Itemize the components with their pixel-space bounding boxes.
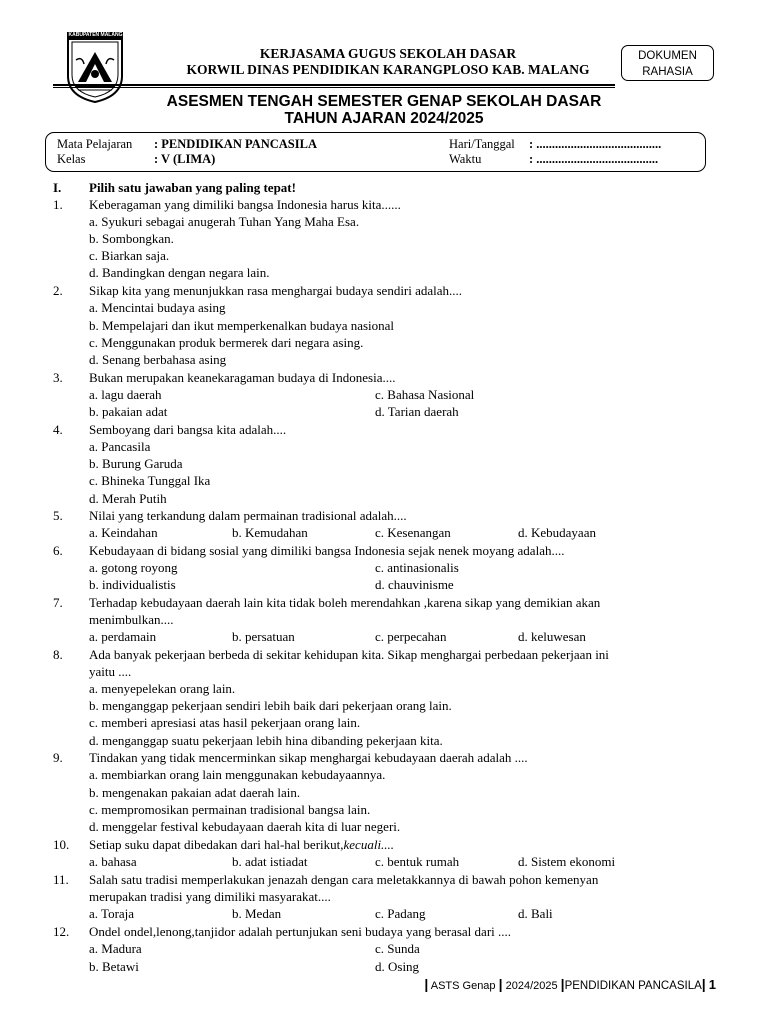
- answer-option: c. bentuk rumah: [375, 854, 460, 869]
- answer-option: d. chauvinisme: [375, 577, 454, 592]
- question-text: Sikap kita yang menunjukkan rasa menghargai budaya sendiri adalah....: [89, 283, 463, 298]
- question-number: 6.: [53, 543, 63, 558]
- answer-option: c. memberi apresiasi atas hasil pekerjaan orang lain.: [89, 715, 361, 730]
- page-number: 1: [708, 977, 716, 992]
- answer-option: c. Biarkan saja.: [89, 248, 170, 263]
- answer-option: a. Syukuri sebagai anugerah Tuhan Yang Maha Esa.: [89, 214, 360, 229]
- question-text: Semboyang dari bangsa kita adalah....: [89, 422, 287, 437]
- answer-option: a. perdamain: [89, 629, 157, 644]
- question-number: 2.: [53, 283, 63, 298]
- question-text: Bukan merupakan keanekaragaman budaya di Indonesia....: [89, 370, 396, 385]
- answer-option: a. Keindahan: [89, 525, 158, 540]
- answer-option: b. adat istiadat: [232, 854, 308, 869]
- question-number: 7.: [53, 595, 63, 610]
- page-footer: [424, 976, 716, 992]
- answer-option: a. Madura: [89, 941, 142, 956]
- footer-year: 2024/2025: [505, 980, 558, 992]
- question-number: 5.: [53, 508, 63, 523]
- answer-option: b. persatuan: [232, 629, 295, 644]
- answer-option: b. mengenakan pakaian adat daerah lain.: [89, 785, 301, 800]
- date-value: : ........................................: [529, 137, 662, 151]
- footer-separator: |: [498, 976, 503, 992]
- answer-option: a. bahasa: [89, 854, 137, 869]
- answer-option: c. perpecahan: [375, 629, 447, 644]
- question-text: [89, 836, 394, 853]
- answer-option: d. menggelar festival kebudayaan daerah kita di luar negeri.: [89, 819, 401, 834]
- footer-separator: |: [701, 976, 706, 992]
- question-text: Ondel ondel,lenong,tanjidor adalah pertunjukan seni budaya yang berasal dari ....: [89, 924, 512, 939]
- answer-option: c. Menggunakan produk bermerek dari negara asing.: [89, 335, 364, 350]
- exam-year: TAHUN AJARAN 2024/2025: [284, 110, 484, 127]
- answer-option: a. menyepelekan orang lain.: [89, 681, 236, 696]
- answer-option: c. antinasionalis: [375, 560, 459, 575]
- question-text: Kebudayaan di bidang sosial yang dimiliki bangsa Indonesia sejak nenek moyang adalah....: [89, 543, 565, 558]
- question-text-main: Setiap suku dapat dibedakan dari hal-hal berikut,: [89, 837, 344, 852]
- question-number: 11.: [53, 872, 69, 887]
- answer-option: d. Osing: [375, 959, 420, 974]
- question-text: Ada banyak pekerjaan berbeda di sekitar kehidupan kita. Sikap menghargai perbedaan pekerjaan ini: [89, 647, 609, 662]
- answer-option: c. Padang: [375, 906, 426, 921]
- time-label: Waktu: [449, 152, 482, 166]
- answer-option: c. Bhineka Tunggal Ika: [89, 473, 211, 488]
- section-instruction: Pilih satu jawaban yang paling tepat!: [89, 180, 296, 195]
- subject-value: : PENDIDIKAN PANCASILA: [154, 137, 317, 151]
- answer-option: d. menganggap suatu pekerjaan lebih hina dibanding pekerjaan kita.: [89, 733, 443, 748]
- confidential-line-2: RAHASIA: [642, 66, 693, 78]
- question-text: Tindakan yang tidak mencerminkan sikap menghargai kebudayaan daerah adalah ....: [89, 750, 528, 765]
- answer-option: c. Bahasa Nasional: [375, 387, 475, 402]
- header-line-2: KORWIL DINAS PENDIDIKAN KARANGPLOSO KAB. MALANG: [186, 62, 590, 77]
- header-rule-thick: [53, 84, 615, 86]
- footer-separator: |: [424, 976, 429, 992]
- question-text: menimbulkan....: [89, 612, 174, 627]
- question-number: 9.: [53, 750, 63, 765]
- answer-option: a. gotong royong: [89, 560, 178, 575]
- question-number: 12.: [53, 924, 70, 939]
- answer-option: a. lagu daerah: [89, 387, 162, 402]
- exam-title: ASESMEN TENGAH SEMESTER GENAP SEKOLAH DASAR: [166, 93, 602, 110]
- question-text: Nilai yang terkandung dalam permainan tradisional adalah....: [89, 508, 407, 523]
- answer-option: d. Bandingkan dengan negara lain.: [89, 265, 270, 280]
- answer-option: d. Bali: [518, 906, 553, 921]
- answer-option: b. Kemudahan: [232, 525, 308, 540]
- question-text-emphasis: kecuali....: [343, 837, 395, 852]
- question-text: merupakan tradisi yang dimiliki masyarakat....: [89, 889, 331, 904]
- answer-option: a. Toraja: [89, 906, 135, 921]
- answer-option: a. Mencintai budaya asing: [89, 300, 226, 315]
- answer-option: d. keluwesan: [518, 629, 586, 644]
- answer-option: b. Mempelajari dan ikut memperkenalkan budaya nasional: [89, 318, 395, 333]
- answer-option: c. Sunda: [375, 941, 420, 956]
- answer-option: b. Burung Garuda: [89, 456, 183, 471]
- answer-option: b. Sombongkan.: [89, 231, 174, 246]
- answer-option: d. Sistem ekonomi: [518, 854, 616, 869]
- question-number: 1.: [53, 197, 63, 212]
- date-label: Hari/Tanggal: [449, 137, 515, 151]
- footer-exam: ASTS Genap: [430, 980, 496, 992]
- class-value: : V (LIMA): [154, 152, 216, 166]
- question-text: Terhadap kebudayaan daerah lain kita tidak boleh merendahkan ,karena sikap yang demikian akan: [89, 595, 601, 610]
- answer-option: c. Kesenangan: [375, 525, 451, 540]
- question-text: Keberagaman yang dimiliki bangsa Indonesia harus kita......: [89, 197, 401, 212]
- answer-option: d. Merah Putih: [89, 491, 167, 506]
- answer-option: b. menganggap pekerjaan sendiri lebih baik dari pekerjaan orang lain.: [89, 698, 452, 713]
- question-number: 3.: [53, 370, 63, 385]
- answer-option: b. Medan: [232, 906, 282, 921]
- footer-subject: PENDIDIKAN PANCASILA: [564, 980, 702, 992]
- footer-separator: |: [560, 976, 565, 992]
- answer-option: d. Kebudayaan: [518, 525, 596, 540]
- class-label: Kelas: [57, 152, 86, 166]
- question-number: 8.: [53, 647, 63, 662]
- question-text: Salah satu tradisi memperlakukan jenazah dengan cara meletakkannya di bawah pohon kemenyan: [89, 872, 599, 887]
- answer-option: a. membiarkan orang lain menggunakan kebudayaannya.: [89, 767, 386, 782]
- question-number: 10.: [53, 837, 70, 852]
- answer-option: d. Senang berbahasa asing: [89, 352, 227, 367]
- answer-option: a. Pancasila: [89, 439, 151, 454]
- header-line-1: KERJASAMA GUGUS SEKOLAH DASAR: [259, 46, 517, 61]
- answer-option: b. individualistis: [89, 577, 176, 592]
- answer-option: d. Tarian daerah: [375, 404, 459, 419]
- header-rule-thin: [53, 87, 615, 88]
- time-value: : .......................................: [529, 152, 659, 166]
- section-number: I.: [53, 180, 62, 195]
- question-number: 4.: [53, 422, 63, 437]
- answer-option: b. Betawi: [89, 959, 139, 974]
- logo-text: KABUPATEN MALANG: [68, 32, 123, 38]
- confidential-line-1: DOKUMEN: [638, 50, 697, 62]
- subject-label: Mata Pelajaran: [57, 137, 133, 151]
- answer-option: b. pakaian adat: [89, 404, 168, 419]
- question-text: yaitu ....: [89, 664, 132, 679]
- answer-option: c. mempromosikan permainan tradisional bangsa lain.: [89, 802, 371, 817]
- confidential-badge: [621, 45, 714, 81]
